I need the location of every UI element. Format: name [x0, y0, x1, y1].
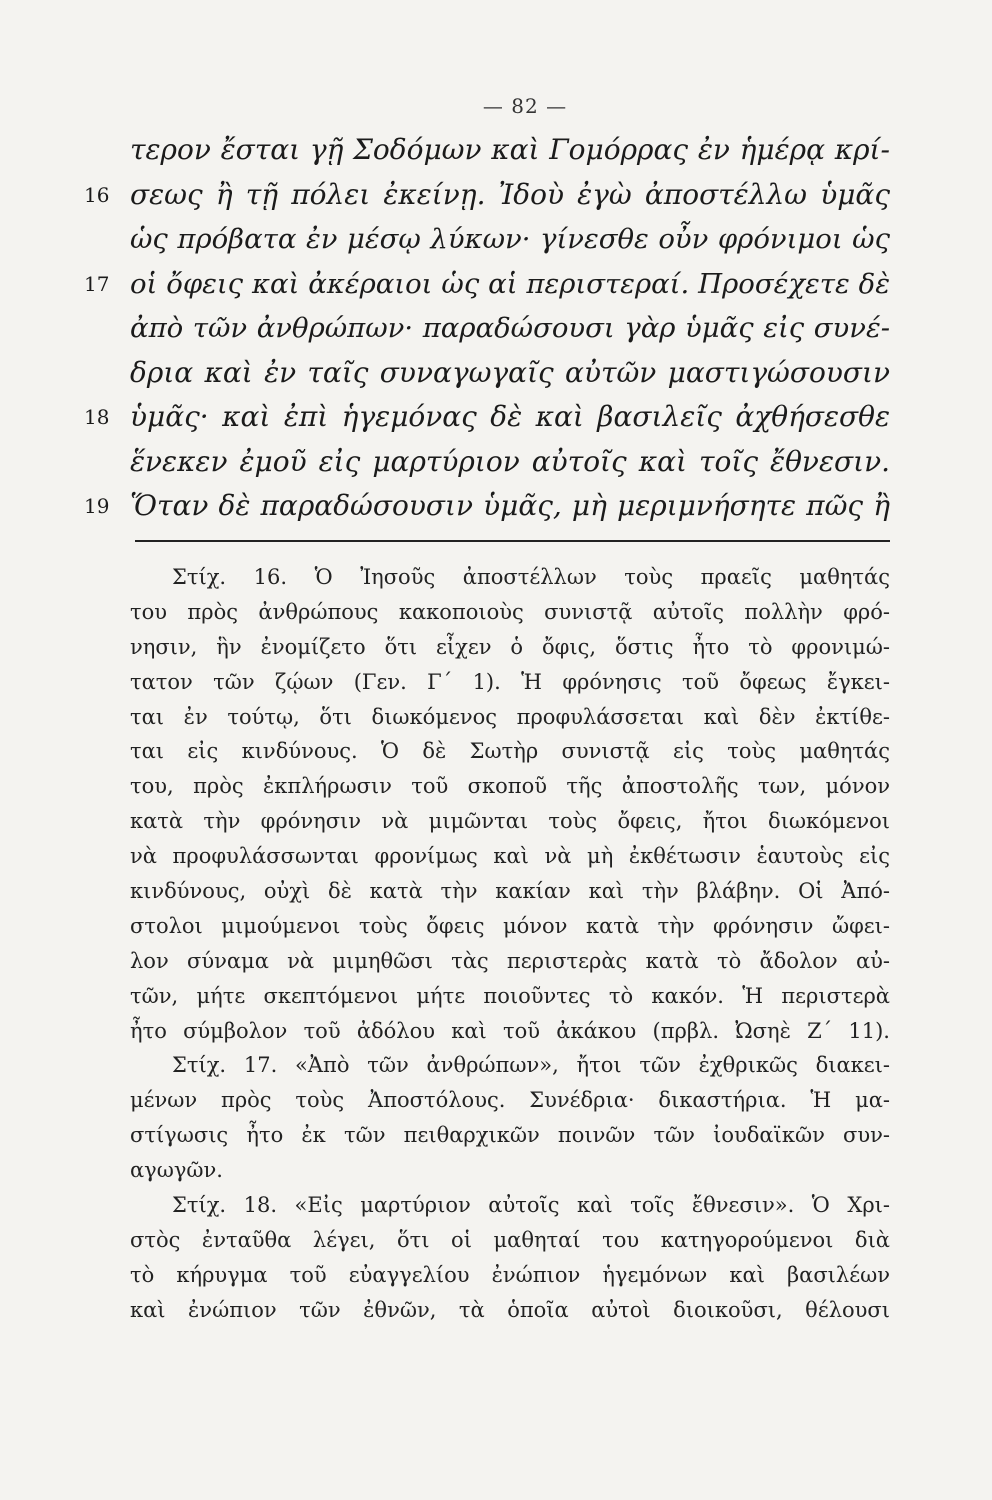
commentary-line: στολοι μιμούμενοι τοὺς ὄφεις μόνον κατὰ τὴν φρόνησιν ὤφει-: [130, 913, 890, 938]
verse-text: ὑμᾶς· καὶ ἐπὶ ἡγεμόνας δὲ καὶ βασιλεῖς ἀχθήσεσθε: [130, 400, 890, 433]
commentary-line: νησιν, ἣν ἐνομίζετο ὅτι εἶχεν ὁ ὄφις, ὅστις ἦτο τὸ φρονιμώ-: [130, 634, 890, 659]
section-divider: [135, 540, 890, 542]
commentary-line: ται ἐν τούτῳ, ὅτι διωκόμενος προφυλάσσεται καὶ δὲν ἐκτίθε-: [130, 704, 890, 729]
verse-line: [130, 128, 890, 173]
verse-number: 16: [84, 182, 110, 207]
commentary-line: στίγωσις ἦτο ἐκ τῶν πειθαρχικῶν ποινῶν τῶν ἰουδαϊκῶν συν-: [130, 1123, 890, 1148]
commentary-line: του πρὸς ἀνθρώπους κακοποιοὺς συνιστᾷ αὐτοῖς πολλὴν φρό-: [130, 599, 890, 624]
commentary-line: ται εἰς κινδύνους. Ὁ δὲ Σωτὴρ συνιστᾷ εἰς τοὺς μαθητάς: [130, 739, 890, 764]
verse-line: [84, 395, 890, 440]
verse-line: [130, 351, 890, 396]
commentary-line: κατὰ τὴν φρόνησιν νὰ μιμῶνται τοὺς ὄφεις, ἤτοι διωκόμενοι: [130, 809, 890, 834]
verse-number: 19: [84, 494, 110, 518]
commentary-line: τὸ κήρυγμα τοῦ εὐαγγελίου ἐνώπιον ἡγεμόνων καὶ βασιλέων: [130, 1262, 890, 1287]
commentary-line: νὰ προφυλάσσωνται φρονίμως καὶ νὰ μὴ ἐκθέτωσιν ἑαυτοὺς εἰς: [130, 844, 890, 869]
commentary-line: λον σύναμα νὰ μιμηθῶσι τὰς περιστερὰς κατὰ τὸ ἄδολον αὐ-: [130, 948, 890, 973]
commentary-line: Στίχ. 18. «Εἰς μαρτύριον αὐτοῖς καὶ τοῖς ἔθνεσιν». Ὁ Χρι-: [172, 1193, 890, 1218]
verse-text: ἀπὸ τῶν ἀνθρώπων· παραδώσουσι γὰρ ὑμᾶς εἰς συνέ-: [130, 312, 890, 344]
commentary-block: [130, 560, 890, 1328]
commentary-line: Στίχ. 16. Ὁ Ἰησοῦς ἀποστέλλων τοὺς πραεῖς μαθητάς: [172, 565, 890, 589]
commentary-line: τῶν, μήτε σκεπτόμενοι μήτε ποιοῦντες τὸ κακόν. Ἡ περιστερὰ: [130, 983, 890, 1008]
page-number: — 82 —: [482, 94, 568, 118]
verse-text: δρια καὶ ἐν ταῖς συναγωγαῖς αὐτῶν μαστιγώσουσιν: [130, 355, 890, 389]
verse-line: [84, 484, 890, 529]
commentary-line: μένων πρὸς τοὺς Ἀποστόλους. Συνέδρια· δικαστήρια. Ἡ μα-: [130, 1088, 890, 1113]
verse-text-block: [84, 128, 890, 529]
verse-text: ἕνεκεν ἐμοῦ εἰς μαρτύριον αὐτοῖς καὶ τοῖς ἔθνεσιν.: [130, 444, 890, 478]
commentary-line: του, πρὸς ἐκπλήρωσιν τοῦ σκοποῦ τῆς ἀποστολῆς των, μόνον: [130, 774, 890, 799]
verse-line: [84, 173, 890, 218]
verse-line: [130, 306, 890, 351]
commentary-line: τατον τῶν ζῴων (Γεν. Γ´ 1). Ἡ φρόνησις τοῦ ὄφεως ἔγκει-: [130, 669, 890, 694]
verse-line: [84, 262, 890, 307]
verse-line: [130, 440, 890, 485]
verse-number: 17: [84, 271, 110, 296]
verse-text: Ὅταν δὲ παραδώσουσιν ὑμᾶς, μὴ μεριμνήσητε πῶς ἢ: [130, 489, 890, 522]
verse-text: ὡς πρόβατα ἐν μέσῳ λύκων· γίνεσθε οὖν φρόνιμοι ὡς: [130, 223, 890, 255]
verse-text: οἱ ὄφεις καὶ ἀκέραιοι ὡς αἱ περιστεραί. Προσέχετε δὲ: [130, 267, 890, 300]
verse-number: 18: [84, 405, 110, 429]
commentary-line: κινδύνους, οὐχὶ δὲ κατὰ τὴν κακίαν καὶ τὴν βλάβην. Οἱ Ἀπό-: [130, 879, 890, 904]
verse-text: τερον ἔσται γῇ Σοδόμων καὶ Γομόρρας ἐν ἡμέρᾳ κρί-: [130, 133, 890, 166]
commentary-line: αγωγῶν.: [130, 1158, 223, 1183]
commentary-line: καὶ ἐνώπιον τῶν ἐθνῶν, τὰ ὁποῖα αὐτοὶ διοικοῦσι, θέλουσι: [130, 1297, 890, 1322]
commentary-line: στὸς ἐνταῦθα λέγει, ὅτι οἱ μαθηταί του κατηγορούμενοι διὰ: [130, 1227, 890, 1252]
commentary-line: ἦτο σύμβολον τοῦ ἀδόλου καὶ τοῦ ἀκάκου (πρβλ. Ὠσηὲ Ζ´ 11).: [130, 1018, 890, 1043]
verse-line: [130, 217, 890, 262]
commentary-line: Στίχ. 17. «Ἀπὸ τῶν ἀνθρώπων», ἤτοι τῶν ἐχθρικῶς διακει-: [172, 1053, 890, 1078]
verse-text: σεως ἢ τῇ πόλει ἐκείνῃ. Ἰδοὺ ἐγὼ ἀποστέλλω ὑμᾶς: [130, 177, 890, 211]
